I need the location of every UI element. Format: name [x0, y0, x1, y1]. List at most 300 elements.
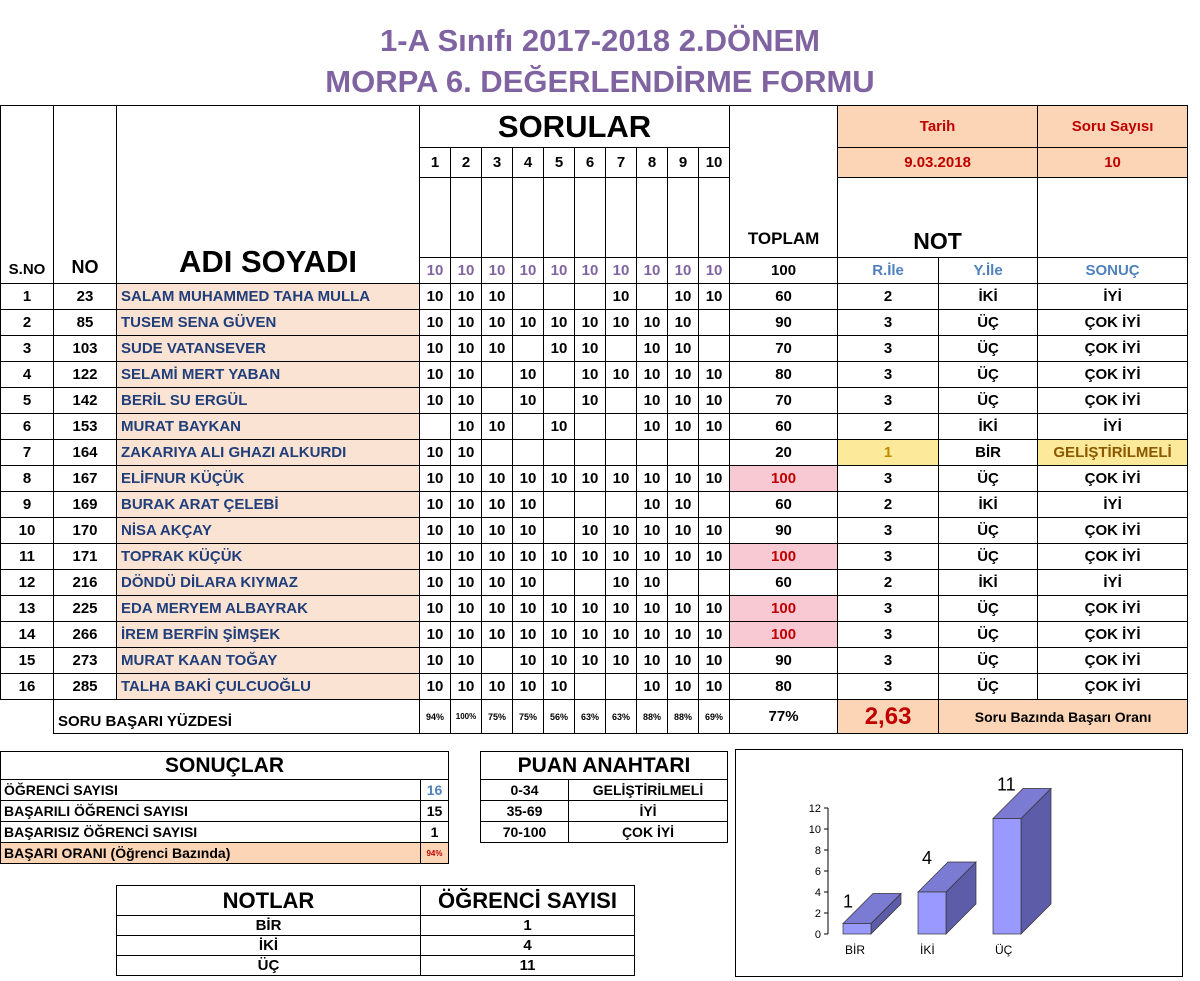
student-score-q10 — [699, 310, 730, 336]
bar-ÜÇ — [993, 819, 1021, 935]
student-score-q7: 10 — [606, 648, 637, 674]
student-score-q3: 10 — [482, 518, 513, 544]
student-score-q4 — [513, 440, 544, 466]
student-total: 90 — [730, 648, 838, 674]
student-score-q9: 10 — [668, 648, 699, 674]
student-row — [1, 440, 1188, 466]
student-score-q10: 10 — [699, 388, 730, 414]
y-tick-label: 10 — [808, 824, 821, 836]
name-header: ADI SOYADI — [117, 106, 420, 284]
student-score-q9: 10 — [668, 414, 699, 440]
student-score-q9: 10 — [668, 310, 699, 336]
student-score-q9: 10 — [668, 674, 699, 700]
student-total: 60 — [730, 284, 838, 310]
student-result: ÇOK İYİ — [1038, 388, 1188, 414]
student-grade-number: 3 — [838, 674, 939, 700]
question-number-8: 8 — [637, 148, 668, 178]
question-points-9: 10 — [668, 258, 699, 284]
student-name: TALHA BAKİ ÇULCUOĞLU — [117, 674, 420, 700]
student-score-q2: 10 — [451, 284, 482, 310]
student-name: ELİFNUR KÜÇÜK — [117, 466, 420, 492]
student-score-q9: 10 — [668, 388, 699, 414]
question-success-pct-3: 75% — [482, 700, 513, 734]
student-grade-number: 3 — [838, 622, 939, 648]
student-grade-word: İKİ — [939, 284, 1038, 310]
student-score-q3: 10 — [482, 622, 513, 648]
student-score-q4 — [513, 414, 544, 440]
y-tick-label: 8 — [814, 845, 821, 857]
grade-iki: İKİ — [117, 936, 421, 956]
student-name: EDA MERYEM ALBAYRAK — [117, 596, 420, 622]
student-score-q10: 10 — [699, 362, 730, 388]
student-grade-number: 3 — [838, 388, 939, 414]
student-score-q4 — [513, 336, 544, 362]
student-grade-word: ÜÇ — [939, 674, 1038, 700]
student-score-q7: 10 — [606, 622, 637, 648]
grade-header-blank — [1038, 178, 1188, 258]
student-sno: 8 — [1, 466, 54, 492]
student-result: İYİ — [1038, 284, 1188, 310]
key-label-3: ÇOK İYİ — [569, 822, 728, 843]
grade-uc: ÜÇ — [117, 956, 421, 976]
student-score-q1: 10 — [420, 544, 451, 570]
student-grade-number: 3 — [838, 518, 939, 544]
student-score-q4: 10 — [513, 492, 544, 518]
student-score-q9: 10 — [668, 544, 699, 570]
student-total: 90 — [730, 310, 838, 336]
student-score-q6 — [575, 492, 606, 518]
student-name: SELAMİ MERT YABAN — [117, 362, 420, 388]
result-header: SONUÇ — [1038, 258, 1188, 284]
student-total: 100 — [730, 596, 838, 622]
student-score-q5 — [544, 570, 575, 596]
student-score-q6: 10 — [575, 310, 606, 336]
student-no: 170 — [54, 518, 117, 544]
student-row — [1, 518, 1188, 544]
student-no: 142 — [54, 388, 117, 414]
student-grade-word: ÜÇ — [939, 596, 1038, 622]
student-score-q9: 10 — [668, 492, 699, 518]
no-header: NO — [54, 106, 117, 284]
grade-bir: BİR — [117, 916, 421, 936]
questions-header: SORULAR — [420, 106, 730, 148]
sno-header: S.NO — [1, 106, 54, 284]
y-tick-label: 6 — [814, 866, 821, 878]
question-success-pct-2: 100% — [451, 700, 482, 734]
student-score-q6 — [575, 414, 606, 440]
student-score-q4: 10 — [513, 674, 544, 700]
question-number-10: 10 — [699, 148, 730, 178]
student-name: BURAK ARAT ÇELEBİ — [117, 492, 420, 518]
total-header: TOPLAM — [730, 106, 838, 258]
date-value: 9.03.2018 — [838, 148, 1038, 178]
student-grade-word: İKİ — [939, 492, 1038, 518]
grade-iki-count: 4 — [421, 936, 635, 956]
student-score-q7 — [606, 336, 637, 362]
y-tick-label: 2 — [814, 908, 821, 920]
student-score-q4: 10 — [513, 596, 544, 622]
student-score-q10: 10 — [699, 414, 730, 440]
results-table — [0, 751, 449, 864]
student-score-q3 — [482, 362, 513, 388]
student-total: 100 — [730, 544, 838, 570]
student-score-q5: 10 — [544, 544, 575, 570]
student-score-q1: 10 — [420, 336, 451, 362]
student-score-q7: 10 — [606, 518, 637, 544]
student-score-q2: 10 — [451, 570, 482, 596]
student-score-q6 — [575, 570, 606, 596]
student-score-q8: 10 — [637, 336, 668, 362]
student-score-q2: 10 — [451, 648, 482, 674]
question-success-pct-10: 69% — [699, 700, 730, 734]
student-score-q9 — [668, 570, 699, 596]
student-no: 23 — [54, 284, 117, 310]
student-total: 80 — [730, 362, 838, 388]
student-no: 122 — [54, 362, 117, 388]
student-sno: 1 — [1, 284, 54, 310]
student-score-q7 — [606, 414, 637, 440]
student-score-q7: 10 — [606, 570, 637, 596]
student-total: 100 — [730, 466, 838, 492]
student-result: ÇOK İYİ — [1038, 310, 1188, 336]
student-score-q4: 10 — [513, 544, 544, 570]
student-total: 60 — [730, 570, 838, 596]
student-sno: 15 — [1, 648, 54, 674]
student-sno: 2 — [1, 310, 54, 336]
student-score-q8: 10 — [637, 518, 668, 544]
question-number-2: 2 — [451, 148, 482, 178]
student-no: 273 — [54, 648, 117, 674]
student-grade-word: İKİ — [939, 570, 1038, 596]
student-no: 216 — [54, 570, 117, 596]
student-score-q6 — [575, 674, 606, 700]
question-points-4: 10 — [513, 258, 544, 284]
page-title-line1: 1-A Sınıfı 2017-2018 2.DÖNEM — [380, 23, 820, 58]
question-based-success-label: Soru Bazında Başarı Oranı — [939, 700, 1188, 734]
student-result: ÇOK İYİ — [1038, 336, 1188, 362]
student-score-q8: 10 — [637, 414, 668, 440]
question-number-4: 4 — [513, 148, 544, 178]
student-result: ÇOK İYİ — [1038, 518, 1188, 544]
grade-chart-svg — [736, 750, 1182, 976]
student-grade-number: 3 — [838, 466, 939, 492]
student-total: 60 — [730, 492, 838, 518]
student-score-q10: 10 — [699, 674, 730, 700]
student-score-q5: 10 — [544, 674, 575, 700]
page-title-line2: MORPA 6. DEĞERLENDİRME FORMU — [325, 64, 875, 99]
student-score-q2: 10 — [451, 492, 482, 518]
footer-label: SORU BAŞARI YÜZDESİ — [54, 700, 420, 734]
student-total: 100 — [730, 622, 838, 648]
student-count-value: 16 — [421, 780, 449, 801]
key-label-1: GELİŞTİRİLMELİ — [569, 780, 728, 801]
question-success-pct-1: 94% — [420, 700, 451, 734]
student-score-q1: 10 — [420, 284, 451, 310]
student-grade-number: 3 — [838, 596, 939, 622]
student-score-q9: 10 — [668, 518, 699, 544]
student-result: ÇOK İYİ — [1038, 674, 1188, 700]
student-grade-word: ÜÇ — [939, 466, 1038, 492]
student-score-q10: 10 — [699, 284, 730, 310]
student-grade-number: 2 — [838, 492, 939, 518]
student-sno: 5 — [1, 388, 54, 414]
student-score-q8: 10 — [637, 596, 668, 622]
student-score-q1: 10 — [420, 622, 451, 648]
bar-value-label: 4 — [922, 848, 933, 868]
y-tick-label: 0 — [814, 929, 821, 941]
student-score-q5: 10 — [544, 336, 575, 362]
student-score-q3 — [482, 388, 513, 414]
grades-table — [116, 885, 635, 976]
student-no: 167 — [54, 466, 117, 492]
student-result: ÇOK İYİ — [1038, 362, 1188, 388]
unsuccessful-count-value: 1 — [421, 822, 449, 843]
student-result: İYİ — [1038, 570, 1188, 596]
student-no: 285 — [54, 674, 117, 700]
student-grade-number: 2 — [838, 414, 939, 440]
student-score-q6: 10 — [575, 362, 606, 388]
student-score-q5 — [544, 388, 575, 414]
student-total: 20 — [730, 440, 838, 466]
student-row — [1, 570, 1188, 596]
total-success-pct: 77% — [730, 700, 838, 734]
student-name: MURAT BAYKAN — [117, 414, 420, 440]
question-number-7: 7 — [606, 148, 637, 178]
date-label: Tarih — [838, 106, 1038, 148]
student-score-q6: 10 — [575, 622, 606, 648]
student-score-q10: 10 — [699, 622, 730, 648]
question-success-pct-6: 63% — [575, 700, 606, 734]
student-score-q2: 10 — [451, 596, 482, 622]
score-key-table — [480, 751, 728, 843]
student-total: 70 — [730, 388, 838, 414]
student-grade-number: 1 — [838, 440, 939, 466]
student-row — [1, 336, 1188, 362]
student-name: SALAM MUHAMMED TAHA MULLA — [117, 284, 420, 310]
student-sno: 13 — [1, 596, 54, 622]
student-score-q6: 10 — [575, 544, 606, 570]
student-score-q4: 10 — [513, 570, 544, 596]
student-result: ÇOK İYİ — [1038, 622, 1188, 648]
student-score-q1: 10 — [420, 362, 451, 388]
student-score-q10: 10 — [699, 466, 730, 492]
r-ile-header: R.İle — [838, 258, 939, 284]
question-points-3: 10 — [482, 258, 513, 284]
student-score-q4: 10 — [513, 622, 544, 648]
student-name: BERİL SU ERGÜL — [117, 388, 420, 414]
student-no: 225 — [54, 596, 117, 622]
student-score-q2: 10 — [451, 414, 482, 440]
student-score-q7: 10 — [606, 466, 637, 492]
student-row — [1, 544, 1188, 570]
question-points-1: 10 — [420, 258, 451, 284]
student-score-q7: 10 — [606, 284, 637, 310]
grade-header: NOT — [838, 178, 1038, 258]
student-score-q2: 10 — [451, 310, 482, 336]
student-score-q1: 10 — [420, 388, 451, 414]
student-score-q2: 10 — [451, 544, 482, 570]
y-tick-label: 4 — [814, 887, 821, 899]
student-grade-word: ÜÇ — [939, 622, 1038, 648]
score-key-title: PUAN ANAHTARI — [481, 752, 728, 780]
student-name: İREM BERFİN ŞİMŞEK — [117, 622, 420, 648]
student-score-q1: 10 — [420, 310, 451, 336]
student-grade-word: ÜÇ — [939, 336, 1038, 362]
student-score-q1: 10 — [420, 570, 451, 596]
student-score-q4: 10 — [513, 466, 544, 492]
student-score-q9: 10 — [668, 362, 699, 388]
student-grade-word: ÜÇ — [939, 518, 1038, 544]
results-title: SONUÇLAR — [1, 752, 449, 780]
student-row — [1, 388, 1188, 414]
student-score-q9 — [668, 440, 699, 466]
student-grade-number: 2 — [838, 284, 939, 310]
total-max: 100 — [730, 258, 838, 284]
student-score-q2: 10 — [451, 674, 482, 700]
student-score-q3 — [482, 440, 513, 466]
question-blank-1 — [420, 178, 451, 258]
student-score-q3: 10 — [482, 596, 513, 622]
student-sno: 4 — [1, 362, 54, 388]
student-result: ÇOK İYİ — [1038, 596, 1188, 622]
student-score-q9: 10 — [668, 284, 699, 310]
student-score-q1: 10 — [420, 648, 451, 674]
student-name: MURAT KAAN TOĞAY — [117, 648, 420, 674]
student-grade-word: ÜÇ — [939, 648, 1038, 674]
question-success-pct-9: 88% — [668, 700, 699, 734]
student-score-q1 — [420, 414, 451, 440]
student-no: 164 — [54, 440, 117, 466]
student-row — [1, 414, 1188, 440]
category-label: ÜÇ — [995, 943, 1013, 957]
student-grade-number: 3 — [838, 310, 939, 336]
student-grade-number: 3 — [838, 648, 939, 674]
student-score-q4: 10 — [513, 648, 544, 674]
student-name: ZAKARIYA ALI GHAZI ALKURDI — [117, 440, 420, 466]
question-count-value: 10 — [1038, 148, 1188, 178]
success-rate-label: BAŞARI ORANI (Öğrenci Bazında) — [1, 843, 421, 864]
student-no: 153 — [54, 414, 117, 440]
student-score-q9: 10 — [668, 596, 699, 622]
average-grade: 2,63 — [838, 700, 939, 734]
student-score-q9: 10 — [668, 336, 699, 362]
question-blank-10 — [699, 178, 730, 258]
student-grade-word: ÜÇ — [939, 388, 1038, 414]
bar-İKİ — [918, 892, 946, 934]
question-success-pct-7: 63% — [606, 700, 637, 734]
student-score-q3 — [482, 648, 513, 674]
question-blank-6 — [575, 178, 606, 258]
student-row — [1, 310, 1188, 336]
student-sno: 10 — [1, 518, 54, 544]
student-name: TUSEM SENA GÜVEN — [117, 310, 420, 336]
student-score-q10 — [699, 492, 730, 518]
student-score-q6: 10 — [575, 466, 606, 492]
student-score-q2: 10 — [451, 388, 482, 414]
student-grade-number: 3 — [838, 336, 939, 362]
student-result: ÇOK İYİ — [1038, 466, 1188, 492]
student-total: 80 — [730, 674, 838, 700]
student-grade-number: 3 — [838, 544, 939, 570]
student-score-q6: 10 — [575, 648, 606, 674]
student-score-q6: 10 — [575, 596, 606, 622]
footer-blank — [1, 700, 54, 734]
student-sno: 9 — [1, 492, 54, 518]
student-name: DÖNDÜ DİLARA KIYMAZ — [117, 570, 420, 596]
student-score-q4 — [513, 284, 544, 310]
evaluation-table — [0, 105, 1188, 734]
student-score-q7: 10 — [606, 362, 637, 388]
student-score-q3: 10 — [482, 310, 513, 336]
student-sno: 11 — [1, 544, 54, 570]
student-row — [1, 648, 1188, 674]
student-score-q10 — [699, 336, 730, 362]
student-score-q6: 10 — [575, 388, 606, 414]
student-score-q8: 10 — [637, 466, 668, 492]
unsuccessful-count-label: BAŞARISIZ ÖĞRENCİ SAYISI — [1, 822, 421, 843]
student-score-q5 — [544, 440, 575, 466]
student-score-q6 — [575, 440, 606, 466]
question-blank-8 — [637, 178, 668, 258]
student-score-q5 — [544, 284, 575, 310]
success-rate-value: 94% — [421, 843, 449, 864]
category-label: BİR — [845, 943, 866, 957]
key-range-3: 70-100 — [481, 822, 569, 843]
student-score-q8: 10 — [637, 310, 668, 336]
student-row — [1, 622, 1188, 648]
student-row — [1, 492, 1188, 518]
student-score-q2: 10 — [451, 336, 482, 362]
question-number-1: 1 — [420, 148, 451, 178]
grade-distribution-chart — [735, 749, 1183, 977]
grades-col1-header: NOTLAR — [117, 886, 421, 916]
question-points-6: 10 — [575, 258, 606, 284]
question-number-9: 9 — [668, 148, 699, 178]
student-score-q2: 10 — [451, 622, 482, 648]
question-blank-4 — [513, 178, 544, 258]
student-score-q8: 10 — [637, 674, 668, 700]
key-range-2: 35-69 — [481, 801, 569, 822]
student-score-q7 — [606, 440, 637, 466]
grade-bir-count: 1 — [421, 916, 635, 936]
question-success-pct-4: 75% — [513, 700, 544, 734]
student-score-q9: 10 — [668, 622, 699, 648]
student-score-q8 — [637, 284, 668, 310]
bar-value-label: 11 — [997, 774, 1016, 795]
question-count-label: Soru Sayısı — [1038, 106, 1188, 148]
student-grade-word: İKİ — [939, 414, 1038, 440]
student-sno: 7 — [1, 440, 54, 466]
student-score-q10: 10 — [699, 596, 730, 622]
student-score-q1: 10 — [420, 596, 451, 622]
y-tick-label: 12 — [808, 803, 821, 815]
student-score-q10 — [699, 570, 730, 596]
bar-BİR — [843, 924, 871, 935]
question-number-6: 6 — [575, 148, 606, 178]
student-name: SUDE VATANSEVER — [117, 336, 420, 362]
student-grade-number: 3 — [838, 362, 939, 388]
student-row — [1, 362, 1188, 388]
student-score-q8: 10 — [637, 492, 668, 518]
question-points-10: 10 — [699, 258, 730, 284]
student-row — [1, 284, 1188, 310]
student-result: İYİ — [1038, 492, 1188, 518]
student-score-q3: 10 — [482, 492, 513, 518]
student-score-q2: 10 — [451, 518, 482, 544]
student-score-q8: 10 — [637, 544, 668, 570]
question-blank-3 — [482, 178, 513, 258]
student-result: İYİ — [1038, 414, 1188, 440]
